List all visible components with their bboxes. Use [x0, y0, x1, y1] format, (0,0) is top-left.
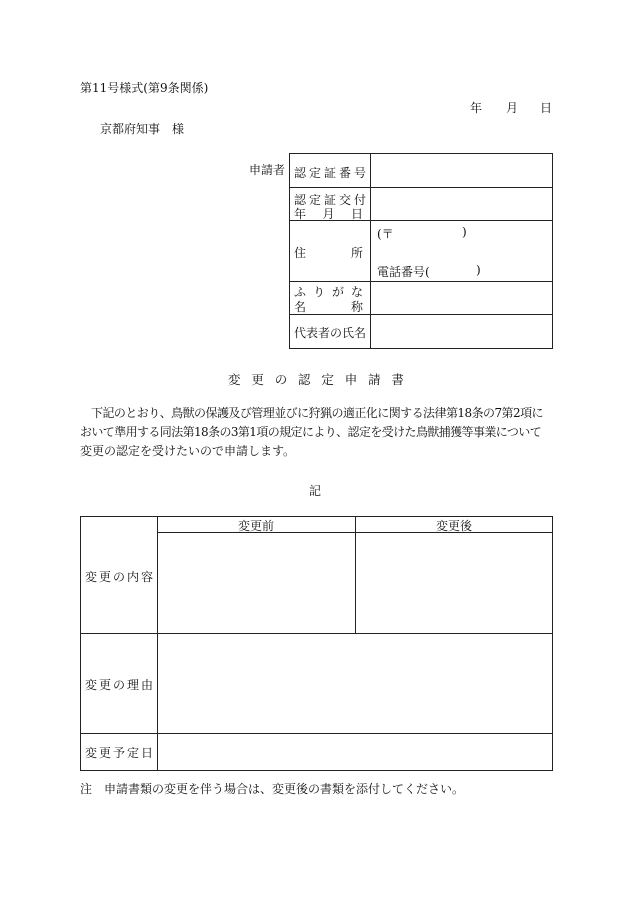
cert-issue-label: 認定証交付: [294, 193, 370, 207]
addressee: 京都府知事 様: [100, 122, 185, 136]
cert-issue-date-label: 年 月 日: [294, 207, 363, 221]
document-title: 変 更 の 認 定 申 請 書: [228, 372, 404, 387]
date-year-label: 年: [470, 101, 483, 115]
body-line-1: 下記のとおり、鳥獣の保護及び管理並びに狩猟の適正化に関する法律第18条の7第2項に: [91, 406, 543, 420]
applicant-label: 申請者: [249, 163, 286, 177]
row-label-scheduled-date: 変 更 予 定 日: [85, 746, 153, 760]
date-day-label: 日: [540, 101, 553, 115]
column-header-after: 変更後: [436, 519, 473, 533]
name-field[interactable]: [372, 282, 552, 313]
address-field[interactable]: [372, 221, 552, 280]
date-month-label: 月: [506, 101, 519, 115]
representative-label: 代表者の氏名: [294, 326, 367, 340]
address-label: 住 所: [294, 246, 363, 260]
name-label: 名 称: [294, 300, 363, 314]
phone-number-open: 電話番号(: [377, 265, 430, 279]
cert-issue-date-field[interactable]: [372, 188, 552, 219]
applicant-table-divider: [370, 153, 371, 349]
body-line-2: おいて準用する同法第18条の3第1項の規定により、認定を受けた鳥獣捕獲等事業について: [80, 425, 542, 439]
postal-code-open: (〒: [377, 227, 394, 241]
phone-number-close: ): [476, 263, 481, 277]
form-number: 第11号様式(第9条関係): [80, 81, 209, 95]
furigana-label: ふ り が な: [294, 285, 363, 299]
content-after-field[interactable]: [357, 534, 552, 632]
postal-code-close: ): [462, 225, 467, 239]
ki-marker: 記: [309, 484, 322, 498]
cert-number-field[interactable]: [372, 154, 552, 186]
cert-number-label: 認定証番号: [294, 166, 370, 180]
scheduled-date-field[interactable]: [159, 735, 552, 770]
row-label-content: 変 更 の 内 容: [85, 570, 153, 584]
body-line-3: 変更の認定を受けたいので申請します。: [80, 444, 296, 458]
column-header-before: 変更前: [238, 519, 275, 533]
footnote: 注 申請書類の変更を伴う場合は、変更後の書類を添付してください。: [80, 782, 465, 796]
content-before-field[interactable]: [159, 534, 354, 632]
row-label-reason: 変 更 の 理 由: [85, 678, 153, 692]
body-paragraph: [80, 404, 552, 461]
reason-field[interactable]: [159, 635, 552, 732]
representative-field[interactable]: [372, 315, 552, 348]
